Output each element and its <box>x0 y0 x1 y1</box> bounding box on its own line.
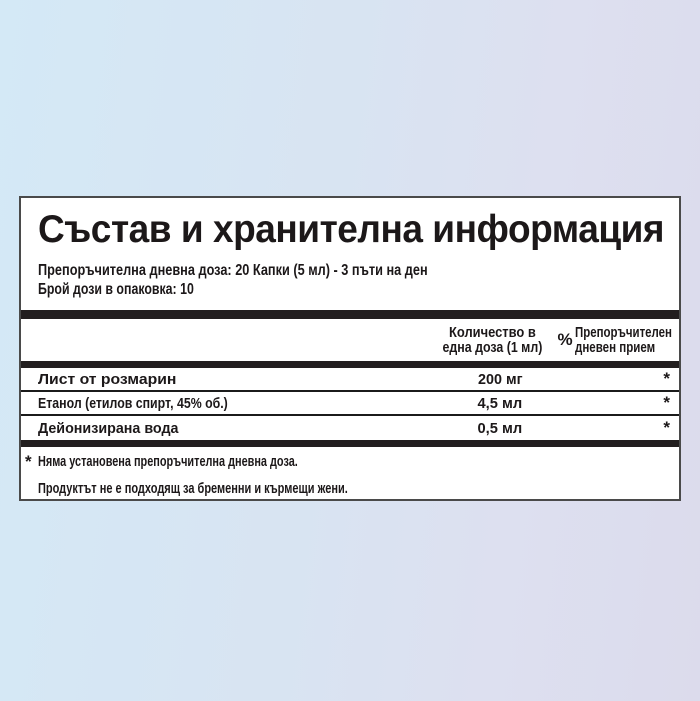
composition-label-panel <box>19 196 681 501</box>
percent-symbol: % <box>557 330 573 349</box>
ingredient-row <box>21 416 679 440</box>
top-divider-bar <box>21 310 679 319</box>
serving-info <box>38 261 662 299</box>
amount-column-header: Количество в една доза (1 мл) <box>442 324 542 356</box>
daily-value-star: * <box>663 393 670 412</box>
footnote-pregnancy-warning: Продуктът не е подходящ за бременни и кърмещи жени. <box>38 480 348 497</box>
ingredient-row <box>21 392 679 416</box>
daily-value-star: * <box>663 369 670 388</box>
header-divider-bar <box>21 361 679 368</box>
servings-per-pack-line: Брой дози в опаковка: 10 <box>38 281 194 298</box>
recommended-dose-line: Препоръчителна дневна доза: 20 Капки (5 мл) - 3 пъти на ден <box>38 262 428 279</box>
daily-value-star: * <box>663 418 670 437</box>
footnotes <box>21 454 679 497</box>
ingredient-amount: 0,5 мл <box>477 419 523 437</box>
table-header-row <box>21 319 679 361</box>
footnote-asterisk: * <box>25 452 32 471</box>
bottom-divider-bar <box>21 440 679 447</box>
rda-column-header: Препоръчителен дневен прием <box>575 324 672 356</box>
ingredient-amount: 200 мг <box>477 370 523 388</box>
ingredient-name: Лист от розмарин <box>38 370 177 388</box>
ingredient-name: Дейонизирана вода <box>38 419 179 437</box>
footnote-no-rda: * Няма установена препоръчителна дневна доза. <box>25 452 298 471</box>
ingredient-amount: 4,5 мл <box>477 394 523 412</box>
ingredient-name: Етанол (етилов спирт, 45% об.) <box>38 394 228 412</box>
label-title: Състав и хранителна информация <box>38 208 665 251</box>
ingredient-row <box>21 368 679 392</box>
